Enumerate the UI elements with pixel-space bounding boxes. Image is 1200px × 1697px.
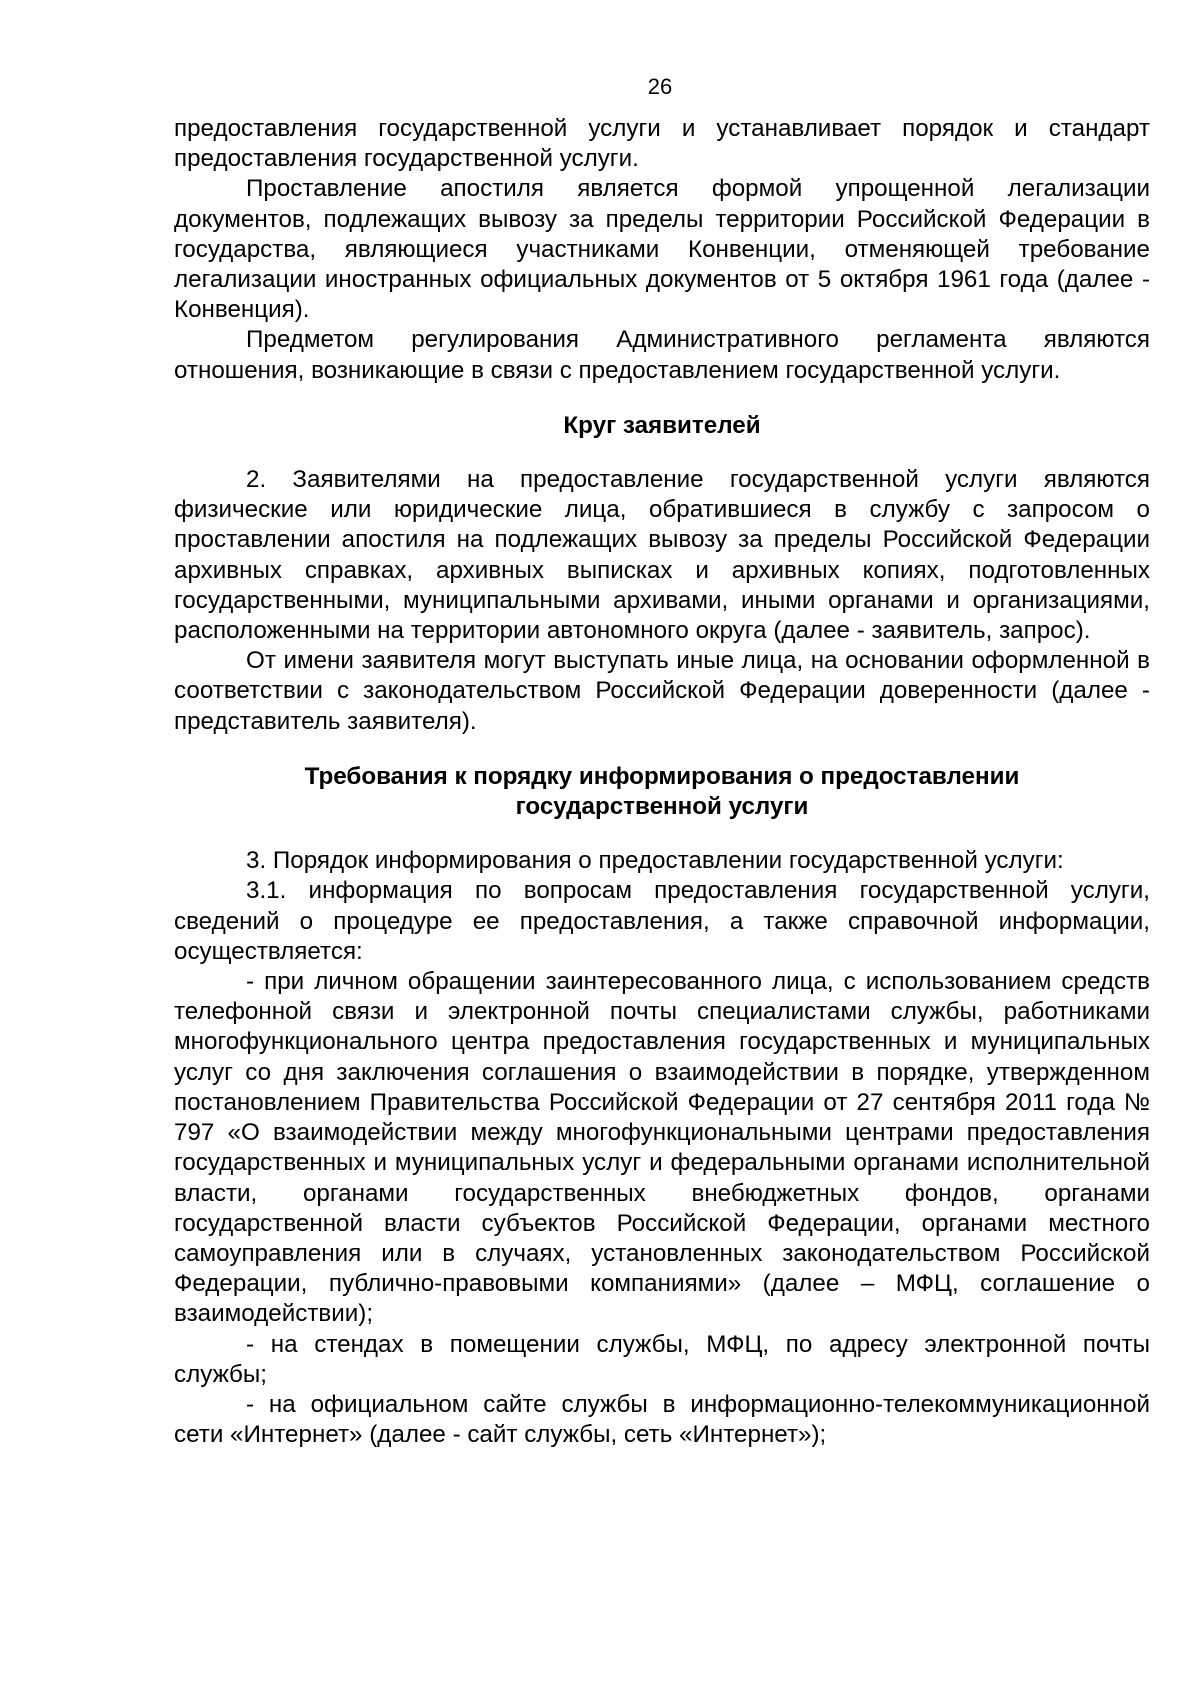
section-heading-informing-line2: государственной услуги — [515, 793, 809, 821]
paragraph-stands: - на стендах в помещении службы, МФЦ, по адресу электронной почты службы; — [174, 1330, 1150, 1388]
section-heading-informing-line1: Требования к порядку информирования о предоставлении — [304, 762, 1020, 790]
paragraph-apostille-definition: Проставление апостиля является формой упрощенной легализации документов, подлежащих вывозу за пределы территории Российской Федерации в государства, являющиеся участниками Конвенции, отменяющей требование легализации иностранных официальных документов от 5 октября 1961 года (далее - Конвенция). — [174, 175, 1150, 324]
page-number: 26 — [647, 74, 673, 99]
paragraph-applicants: 2. Заявителями на предоставление государственной услуги являются физические или юридические лица, обратившиеся в службу с запросом о проставлении апостиля на подлежащих вывозу за пределы Российской Федерации архивных справках, архивных выписках и архивных копиях, подготовленных государственными, муниципальными архивами, иными органами и организациями, расположенными на территории автономного округа (далее - заявитель, запрос). — [174, 466, 1150, 645]
paragraph-intro-continuation: предоставления государственной услуги и устанавливает порядок и стандарт предоставления государственной услуги. — [174, 115, 1150, 173]
paragraph-regulation-subject: Предметом регулирования Административного регламента являются отношения, возникающие в связи с предоставлением государственной услуги. — [174, 326, 1150, 384]
paragraph-representatives: От имени заявителя могут выступать иные лица, на основании оформленной в соответствии с законодательством Российской Федерации доверенности (далее - представитель заявителя). — [174, 647, 1150, 735]
document-body — [174, 114, 1150, 1450]
paragraph-informing-order: 3. Порядок информирования о предоставлении государственной услуги: — [246, 847, 1064, 875]
section-heading-informing — [174, 762, 1150, 822]
section-heading-applicants: Круг заявителей — [563, 411, 761, 439]
paragraph-personal-contact: - при личном обращении заинтересованного лица, с использованием средств телефонной связи и электронной почты специалистами службы, работниками многофункционального центра предоставления государственных и муниципальных услуг со дня заключения соглашения о взаимодействии в порядке, утвержденном постановлением Правительства Российской Федерации от 27 сентября 2011 года № 797 «О взаимодействии между многофункциональными центрами предоставления государственных и муниципальных услуг и федеральными органами исполнительной власти, органами государственных внебюджетных фондов, органами государственной власти субъектов Российской Федерации, органами местного самоуправления или в случаях, установленных законодательством Российской Федерации, публично-правовыми компаниями» (далее – МФЦ, соглашение о взаимодействии); — [174, 968, 1150, 1328]
paragraph-information-provision: 3.1. информация по вопросам предоставления государственной услуги, сведений о процедуре ее предоставления, а также справочной информации, осуществляется: — [174, 877, 1150, 965]
paragraph-official-website: - на официальном сайте службы в информационно-телекоммуникационной сети «Интернет» (далее - сайт службы, сеть «Интернет»); — [174, 1390, 1150, 1449]
